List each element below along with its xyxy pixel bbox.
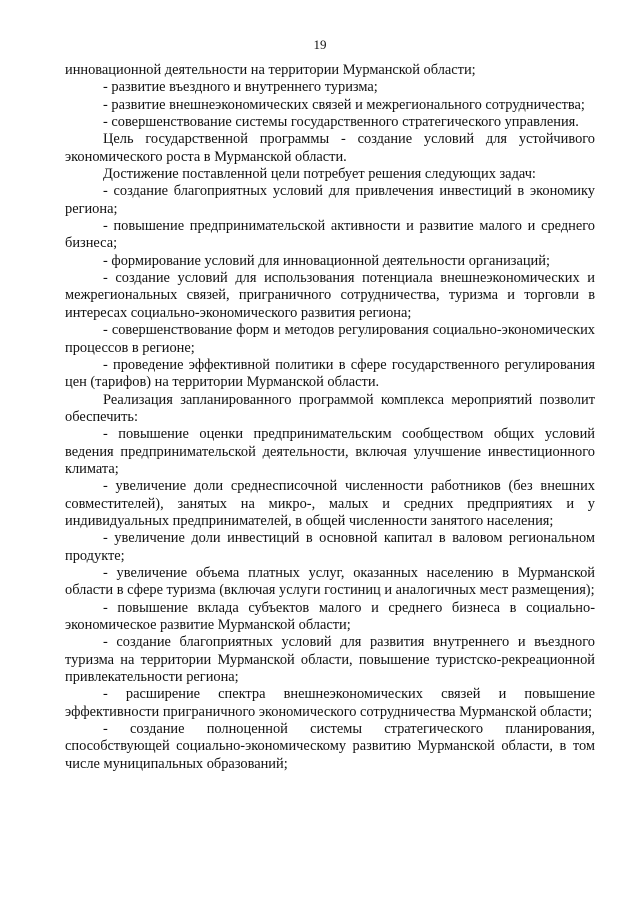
list-item: - увеличение доли инвестиций в основной капитал в валовом региональном продукте;	[65, 530, 595, 564]
list-item: - совершенствование форм и методов регулирования социально-экономических процессов в регионе;	[65, 322, 595, 356]
list-item: - увеличение объема платных услуг, оказанных населению в Мурманской области в сфере туризма (включая услуги гостиниц и аналогичных мест размещения);	[65, 564, 595, 599]
paragraph: Реализация запланированного программой комплекса мероприятий позволит обеспечить:	[65, 391, 595, 425]
list-item: - создание условий для использования потенциала внешнеэкономических и межрегиональных связей, приграничного сотрудничества, туризма и торговли в интересах социально-экономического развития региона;	[65, 270, 595, 321]
list-item: - создание полноценной системы стратегического планирования, способствующей социально-экономическому развитию Мурманской области, в том числе муниципальных образований;	[65, 721, 595, 772]
list-item: - проведение эффективной политики в сфере государственного регулирования цен (тарифов) на территории Мурманской области.	[65, 356, 595, 391]
list-item: - развитие въездного и внутреннего туризма;	[103, 79, 378, 96]
list-item: - создание благоприятных условий для развития внутреннего и въездного туризма на территории Мурманской области, повышение туристско-рекреационной привлекательности региона;	[65, 634, 595, 686]
page-number: 19	[313, 37, 327, 52]
paragraph: Достижение поставленной цели потребует решения следующих задач:	[103, 166, 536, 183]
paragraph: инновационной деятельности на территории Мурманской области;	[65, 62, 476, 78]
list-item: - увеличение доли среднесписочной численности работников (без внешних совместителей), занятых на микро-, малых и средних предприятиях и у индивидуальных предпринимателей, в общей численности занятого населения;	[65, 478, 595, 529]
list-item: - повышение предпринимательской активности и развитие малого и среднего бизнеса;	[65, 218, 595, 252]
document-body	[65, 62, 595, 773]
list-item: - развитие внешнеэкономических связей и межрегионального сотрудничества;	[103, 96, 585, 113]
list-item: - расширение спектра внешнеэкономических связей и повышение эффективности приграничного экономического сотрудничества Мурманской области;	[65, 686, 595, 720]
paragraph: Цель государственной программы - создание условий для устойчивого экономического роста в Мурманской области.	[65, 131, 595, 165]
list-item: - повышение вклада субъектов малого и среднего бизнеса в социально-экономическое развитие Мурманской области;	[65, 599, 595, 633]
list-item: - создание благоприятных условий для привлечения инвестиций в экономику региона;	[65, 183, 595, 217]
list-item: - повышение оценки предпринимательским сообществом общих условий ведения предпринимательской деятельности, включая улучшение инвестиционного климата;	[65, 426, 595, 477]
list-item: - формирование условий для инновационной деятельности организаций;	[103, 252, 550, 269]
list-item: - совершенствование системы государственного стратегического управления.	[103, 114, 579, 131]
